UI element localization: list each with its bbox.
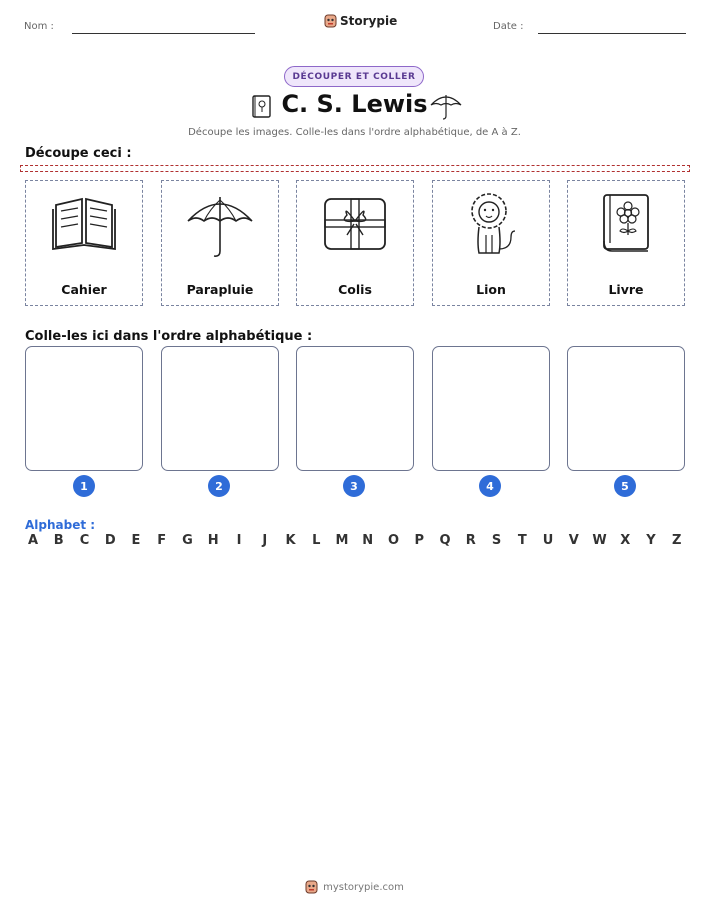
name-line[interactable] xyxy=(72,33,255,34)
date-label: Date : xyxy=(493,21,524,32)
storypie-mascot-icon xyxy=(324,14,337,28)
paste-box-4[interactable] xyxy=(432,346,550,471)
alphabet-letter: W xyxy=(592,533,607,548)
brand-logo xyxy=(324,14,397,28)
alphabet-letter: Q xyxy=(439,533,451,548)
alphabet-letter: X xyxy=(620,533,631,548)
alphabet-letter: I xyxy=(236,533,242,548)
alphabet-letter: Z xyxy=(672,533,682,548)
alphabet-letter: B xyxy=(53,533,64,548)
flower-book-icon xyxy=(592,191,660,257)
alphabet-letter: F xyxy=(157,533,167,548)
storypie-mascot-icon xyxy=(305,880,318,894)
cut-card-lion[interactable] xyxy=(432,180,550,306)
instructions: Découpe les images. Colle-les dans l'ordre alphabétique, de A à Z. xyxy=(188,127,521,138)
lion-icon xyxy=(457,191,525,259)
cut-card-colis[interactable] xyxy=(296,180,414,306)
paste-heading: Colle-les ici dans l'ordre alphabétique : xyxy=(25,329,313,344)
alphabet-letter: T xyxy=(517,533,527,548)
alphabet-letter: R xyxy=(465,533,476,548)
alphabet-letter: G xyxy=(182,533,193,548)
page-title: C. S. Lewis xyxy=(281,90,428,118)
umbrella-icon xyxy=(429,92,463,120)
alphabet-letter: Y xyxy=(646,533,656,548)
alphabet-letter: C xyxy=(79,533,90,548)
alphabet-letter: E xyxy=(131,533,141,548)
alphabet-letter: O xyxy=(387,533,400,548)
alphabet-letter: N xyxy=(362,533,374,548)
alphabet-row xyxy=(25,533,685,548)
cut-heading: Découpe ceci : xyxy=(25,146,132,161)
alphabet-heading: Alphabet : xyxy=(25,518,96,532)
order-number-1: 1 xyxy=(73,475,95,497)
activity-badge: DÉCOUPER ET COLLER xyxy=(284,66,424,87)
paste-box-3[interactable] xyxy=(296,346,414,471)
alphabet-letter: A xyxy=(27,533,39,548)
alphabet-letter: M xyxy=(335,533,349,548)
card-label: Livre xyxy=(608,282,644,297)
brand-name: Storypie xyxy=(340,14,398,28)
order-number-5: 5 xyxy=(614,475,636,497)
card-label: Cahier xyxy=(61,282,107,297)
paste-box-2[interactable] xyxy=(161,346,279,471)
card-label: Lion xyxy=(476,282,506,297)
order-number-4: 4 xyxy=(479,475,501,497)
alphabet-letter: K xyxy=(285,533,296,548)
alphabet-letter: D xyxy=(104,533,116,548)
alphabet-letter: H xyxy=(207,533,219,548)
date-line[interactable] xyxy=(538,33,686,34)
cut-card-livre[interactable] xyxy=(567,180,685,306)
umbrella-icon xyxy=(186,191,254,259)
paste-box-5[interactable] xyxy=(567,346,685,471)
cut-card-cahier[interactable] xyxy=(25,180,143,306)
paste-box-1[interactable] xyxy=(25,346,143,471)
alphabet-letter: L xyxy=(312,533,321,548)
alphabet-letter: P xyxy=(414,533,425,548)
order-number-3: 3 xyxy=(343,475,365,497)
alphabet-letter: S xyxy=(491,533,502,548)
gift-box-icon xyxy=(321,191,389,253)
alphabet-letter: V xyxy=(568,533,579,548)
alphabet-letter: U xyxy=(542,533,554,548)
footer xyxy=(0,880,709,894)
order-number-2: 2 xyxy=(208,475,230,497)
cut-line xyxy=(20,165,690,172)
card-label: Colis xyxy=(338,282,372,297)
footer-url[interactable]: mystorypie.com xyxy=(323,881,404,893)
open-book-icon xyxy=(50,191,118,251)
cut-card-parapluie[interactable] xyxy=(161,180,279,306)
card-label: Parapluie xyxy=(186,282,254,297)
name-label: Nom : xyxy=(24,21,54,32)
alphabet-letter: J xyxy=(262,533,268,548)
